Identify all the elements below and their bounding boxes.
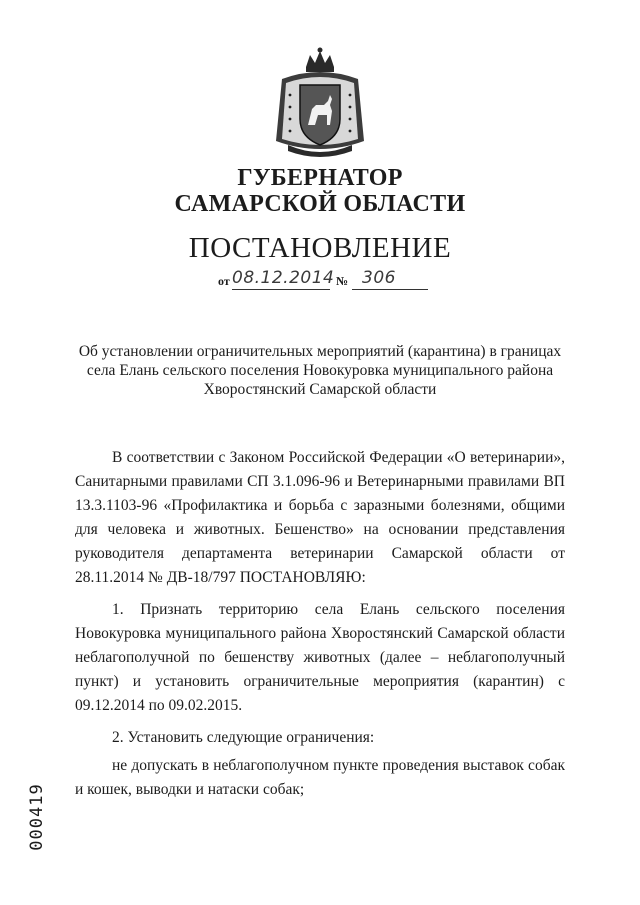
subject-line: Об установлении ограничительных мероприятий (карантина) в границах	[78, 343, 562, 360]
subject-line: села Елань сельского поселения Новокуровка муниципального района	[86, 362, 554, 379]
document-body	[75, 446, 565, 802]
issuer-title-line2: САМАРСКОЙ ОБЛАСТИ	[174, 191, 466, 217]
document-number: 306	[362, 268, 396, 288]
number-underline	[352, 289, 428, 290]
item-1-paragraph: 1. Признать территорию села Елань сельского поселения Новокуровка муниципального района Хворостянский Самарской области неблагополучной по бешенству животных (далее – неблагополучный пункт) и установить ограничительные мероприятия (карантин) с 09.12.2014 по 09.02.2015.	[75, 601, 565, 714]
serial-stamp	[22, 772, 52, 862]
document-subject	[60, 342, 580, 399]
issuer-title-line1: ГУБЕРНАТОР	[237, 165, 403, 191]
coat-of-arms-icon	[268, 45, 372, 161]
item-2-sub-paragraph: не допускать в неблагополучном пункте проведения выставок собак и кошек, выводки и натаски собак;	[75, 757, 565, 798]
item-2-paragraph: 2. Установить следующие ограничения:	[112, 729, 375, 746]
date-underline	[232, 289, 330, 290]
serial-number: 000419	[27, 783, 47, 851]
document-date: 08.12.2014	[232, 268, 335, 288]
number-prefix: №	[336, 274, 349, 288]
document-type: ПОСТАНОВЛЕНИЕ	[188, 232, 452, 264]
subject-line: Хворостянский Самарской области	[203, 381, 437, 398]
date-prefix: от	[218, 274, 230, 288]
preamble-paragraph: В соответствии с Законом Российской Федерации «О ветеринарии», Санитарными правилами СП 3.1.096-96 и Ветеринарными правилами ВП 13.3.1103-96 «Профилактика и борьба с заразными болезнями, общими для человека и животных. Бешенство» на основании представления руководителя департамента ветеринарии Самарской области от 28.11.2014 № ДВ-18/797 ПОСТАНОВЛЯЮ:	[75, 449, 565, 586]
